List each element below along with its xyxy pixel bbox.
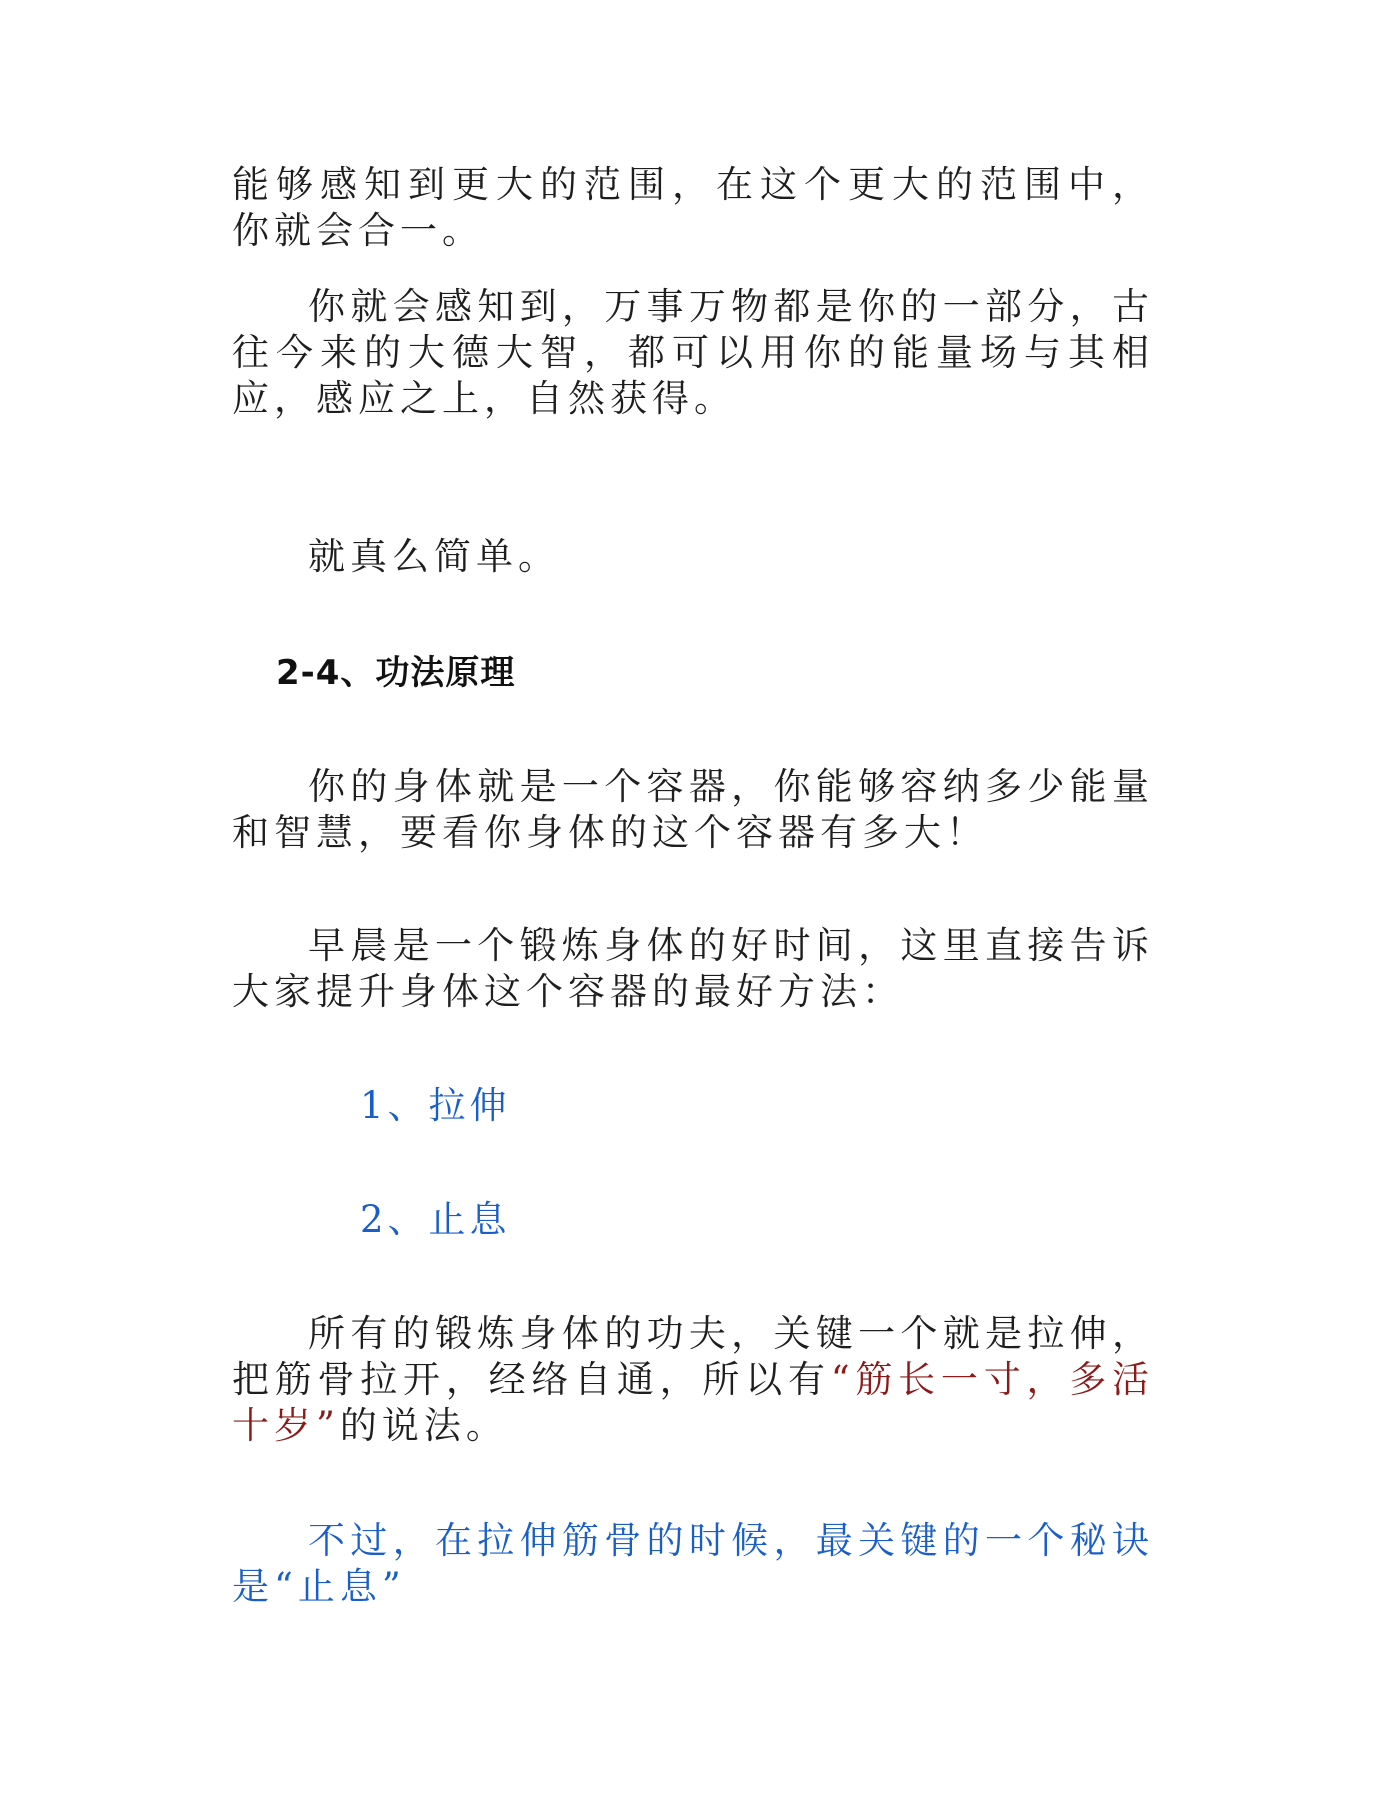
paragraph-stretching-text: 所有的锻炼身体的功夫，关键一个就是拉伸，把筋骨拉开，经络自通，所以有 — [232, 1312, 1154, 1401]
quote-saying: “筋长一寸，多活十岁” — [232, 1358, 1154, 1447]
section-heading: 2-4、功法原理 — [276, 653, 516, 693]
paragraph-container: 你的身体就是一个容器，你能够容纳多少能量和智慧，要看你身体的这个容器有多大！ — [232, 765, 1154, 854]
paragraph-simple: 就真么简单。 — [308, 535, 560, 578]
paragraph-perceive: 你就会感知到，万事万物都是你的一部分，古往今来的大德大智，都可以用你的能量场与其相应，感应之上，自然获得。 — [232, 285, 1154, 420]
paragraph-stretching — [232, 1311, 1154, 1449]
list-item-breath-hold: 2、止息 — [360, 1198, 511, 1241]
paragraph-stretching-end: 的说法。 — [339, 1404, 508, 1447]
list-item-stretch: 1、拉伸 — [360, 1084, 511, 1127]
paragraph-merge: 能够感知到更大的范围，在这个更大的范围中，你就会合一。 — [232, 163, 1154, 252]
paragraph-secret: 不过，在拉伸筋骨的时候，最关键的一个秘诀是“止息” — [232, 1519, 1154, 1608]
paragraph-morning: 早晨是一个锻炼身体的好时间，这里直接告诉大家提升身体这个容器的最好方法： — [232, 924, 1154, 1013]
